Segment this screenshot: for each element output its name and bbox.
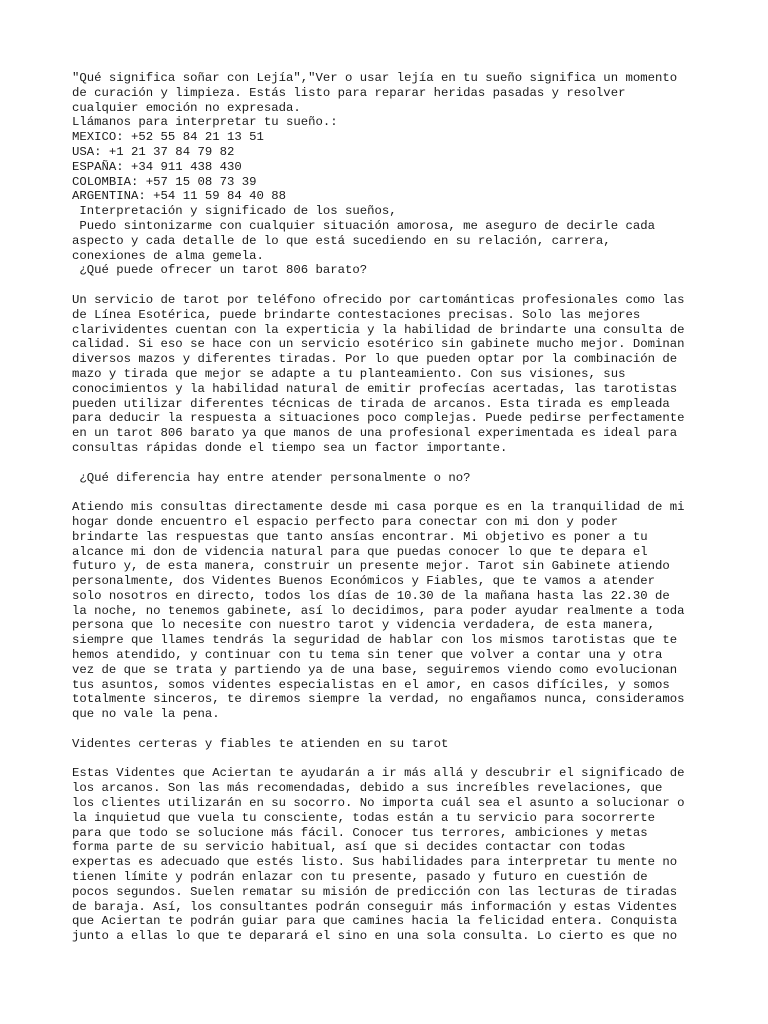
text-line: siempre que llames tendrás la seguridad de hablar con los mismos tarotistas que te xyxy=(72,633,678,648)
text-line: los arcanos. Son las más recomendadas, debido a sus increíbles revelaciones, que xyxy=(72,781,663,796)
text-line: Atiendo mis consultas directamente desde mi casa porque es en la tranquilidad de mi xyxy=(72,500,685,515)
blank-line xyxy=(72,722,712,737)
text-line: la inquietud que vuela tu consciente, todas están a tu servicio para socorrerte xyxy=(72,810,655,825)
text-line: ARGENTINA: +54 11 59 84 40 88 xyxy=(72,189,287,204)
text-line: de Línea Esotérica, puede brindarte contestaciones precisas. Solo las mejores xyxy=(72,307,641,322)
text-line: MEXICO: +52 55 84 21 13 51 xyxy=(72,130,264,145)
text-line: calidad. Si eso se hace con un servicio esotérico sin gabinete mucho mejor. Dominan xyxy=(72,337,685,352)
blank-line xyxy=(72,278,712,293)
text-line: USA: +1 21 37 84 79 82 xyxy=(72,144,235,159)
text-line: solo nosotros en directo, todos los días de 10.30 de la mañana hasta las 22.30 de xyxy=(72,588,670,603)
text-line: expertas es adecuado que estés listo. Sus habilidades para interpretar tu mente no xyxy=(72,855,678,870)
text-line: los clientes utilizarán en su socorro. No importa cuál sea el asunto a solucionar o xyxy=(72,796,685,811)
text-line: hogar donde encuentro el espacio perfecto para conectar con mi don y poder xyxy=(72,514,619,529)
text-line: pocos segundos. Suelen rematar su misión de predicción con las lecturas de tiradas xyxy=(72,884,678,899)
text-line: para que todo se solucione más fácil. Conocer tus terrores, ambiciones y metas xyxy=(72,825,648,840)
text-line: en un tarot 806 barato ya que manos de una profesional experimentada es ideal para xyxy=(72,426,678,441)
text-line: junto a ellas lo que te deparará el sino en una sola consulta. Lo cierto es que no xyxy=(72,929,678,944)
text-line: Estas Videntes que Aciertan te ayudarán a ir más allá y descubrir el significado de xyxy=(72,766,685,781)
text-line: vez de que se trata y partiendo ya de una base, seguiremos viendo como evolucionan xyxy=(72,662,678,677)
text-line: tienen límite y podrán enlazar con tu presente, pasado y futuro en cuestión de xyxy=(72,870,648,885)
text-line: tus asuntos, somos videntes especialistas en el amor, en casos difíciles, y somos xyxy=(72,677,670,692)
text-line: conexiones de alma gemela. xyxy=(72,248,264,263)
text-line: diversos mazos y diferentes tiradas. Por lo que pueden optar por la combinación de xyxy=(72,352,678,367)
text-line: mazo y tirada que mejor se adapte a tu planteamiento. Con sus visiones, sus xyxy=(72,366,626,381)
text-line: personalmente, dos Videntes Buenos Económicos y Fiables, que te vamos a atender xyxy=(72,574,655,589)
text-line: Un servicio de tarot por teléfono ofrecido por cartománticas profesionales como las xyxy=(72,292,685,307)
blank-line xyxy=(72,485,712,500)
text-line: aspecto y cada detalle de lo que está sucediendo en su relación, carrera, xyxy=(72,233,611,248)
text-line: Llámanos para interpretar tu sueño.: xyxy=(72,115,338,130)
text-line: que Aciertan te podrán guiar para que camines hacia la felicidad entera. Conquista xyxy=(72,914,678,929)
text-line: de baraja. Así, los consultantes podrán conseguir más información y estas Videntes xyxy=(72,899,678,914)
text-line: ¿Qué diferencia hay entre atender personalmente o no? xyxy=(72,470,471,485)
text-line: alcance mi don de videncia natural para que puedas conocer lo que te depara el xyxy=(72,544,648,559)
text-line: conocimientos y la habilidad natural de emitir profecías acertadas, las tarotistas xyxy=(72,381,678,396)
document-body xyxy=(72,71,712,944)
text-line: pueden utilizar diferentes técnicas de tirada de arcanos. Esta tirada es empleada xyxy=(72,396,670,411)
text-line: forma parte de su servicio habitual, así que si decides contactar con todas xyxy=(72,840,626,855)
text-line: totalmente sinceros, te diremos siempre la verdad, no engañamos nunca, consideramos xyxy=(72,692,685,707)
text-line: COLOMBIA: +57 15 08 73 39 xyxy=(72,174,257,189)
text-line: hemos atendido, y continuar con tu tema sin tener que volver a contar una y otra xyxy=(72,648,663,663)
text-line: cualquier emoción no expresada. xyxy=(72,100,301,115)
text-line: consultas rápidas donde el tiempo sea un factor importante. xyxy=(72,440,508,455)
text-line: de curación y limpieza. Estás listo para reparar heridas pasadas y resolver xyxy=(72,85,626,100)
text-line: que no vale la pena. xyxy=(72,707,220,722)
text-line: futuro y, de esta manera, construir un presente mejor. Tarot sin Gabinete atiendo xyxy=(72,559,670,574)
text-line: clarividentes cuentan con la experticia y la habilidad de brindarte una consulta de xyxy=(72,322,685,337)
text-line: Videntes certeras y fiables te atienden en su tarot xyxy=(72,736,449,751)
text-line: ¿Qué puede ofrecer un tarot 806 barato? xyxy=(72,263,368,278)
text-line: Puedo sintonizarme con cualquier situación amorosa, me aseguro de decirle cada xyxy=(72,218,655,233)
text-line: Interpretación y significado de los sueños, xyxy=(72,204,397,219)
text-line: persona que lo necesite con nuestro tarot y videncia verdadera, de esta manera, xyxy=(72,618,655,633)
text-line: la noche, no tenemos gabinete, así lo decidimos, para poder ayudar realmente a toda xyxy=(72,603,685,618)
blank-line xyxy=(72,752,712,767)
text-line: para deducir la respuesta a situaciones poco complejas. Puede pedirse perfectamente xyxy=(72,411,685,426)
text-line: ESPAÑA: +34 911 438 430 xyxy=(72,159,242,174)
text-line: brindarte las respuestas que tanto ansías encontrar. Mi objetivo es poner a tu xyxy=(72,529,648,544)
text-line: "Qué significa soñar con Lejía","Ver o usar lejía en tu sueño significa un momento xyxy=(72,71,678,85)
blank-line xyxy=(72,456,712,471)
